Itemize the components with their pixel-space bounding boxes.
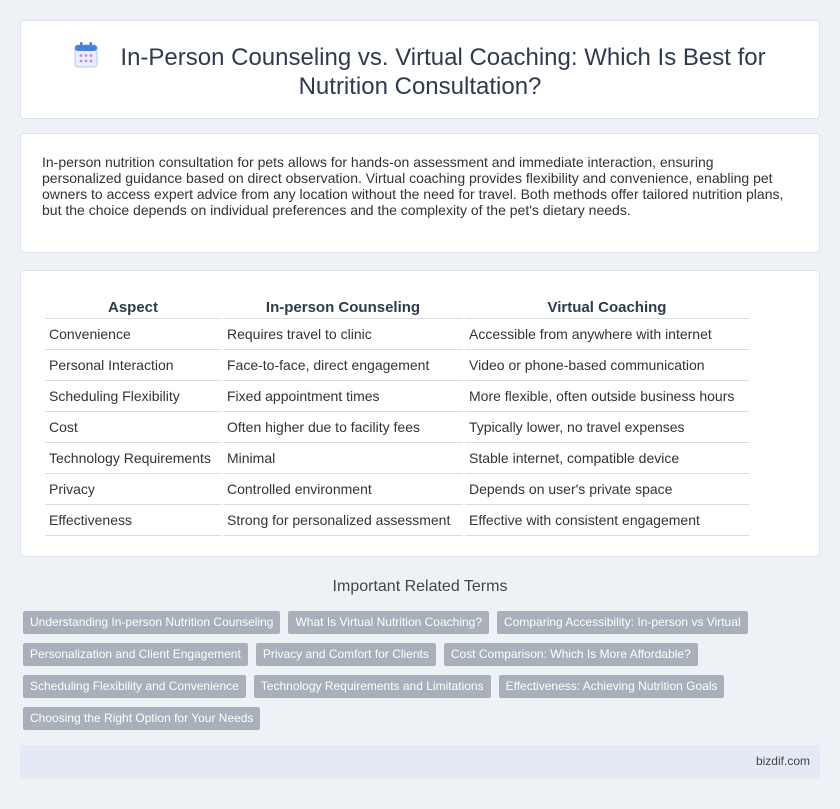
table-cell: Effectiveness <box>45 505 221 536</box>
related-term-tag[interactable]: What Is Virtual Nutrition Coaching? <box>288 611 489 634</box>
table-cell: Depends on user's private space <box>465 474 749 505</box>
related-term-tag[interactable]: Cost Comparison: Which Is More Affordable? <box>444 643 698 666</box>
page-title <box>21 43 819 101</box>
calendar-icon <box>74 42 98 68</box>
table-cell: Personal Interaction <box>45 350 221 381</box>
table-row <box>45 505 749 536</box>
related-term-tag[interactable]: Understanding In-person Nutrition Counseling <box>23 611 280 634</box>
table-row <box>45 350 749 381</box>
table-row <box>45 381 749 412</box>
header-card <box>20 20 820 119</box>
tag-row <box>23 643 783 666</box>
title-line-1: In-Person Counseling vs. Virtual Coaching: Which Is Best for <box>120 44 766 71</box>
table-row <box>45 412 749 443</box>
table-cell: Scheduling Flexibility <box>45 381 221 412</box>
table-cell: Fixed appointment times <box>223 381 463 412</box>
related-term-tag[interactable]: Privacy and Comfort for Clients <box>256 643 436 666</box>
comparison-table <box>43 297 751 536</box>
intro-card <box>20 133 820 253</box>
table-header-row <box>45 297 749 319</box>
header-in-person: In-person Counseling <box>223 297 463 319</box>
table-cell: Stable internet, compatible device <box>465 443 749 474</box>
tag-row <box>23 675 783 698</box>
table-cell: Typically lower, no travel expenses <box>465 412 749 443</box>
related-term-tag[interactable]: Technology Requirements and Limitations <box>254 675 491 698</box>
table-cell: Minimal <box>223 443 463 474</box>
table-cell: Requires travel to clinic <box>223 319 463 350</box>
related-term-tag[interactable]: Choosing the Right Option for Your Needs <box>23 707 260 730</box>
header-aspect: Aspect <box>45 297 221 319</box>
table-cell: Convenience <box>45 319 221 350</box>
table-cell: Cost <box>45 412 221 443</box>
related-terms-list <box>23 611 783 739</box>
comparison-table-card <box>20 270 820 557</box>
table-cell: Face-to-face, direct engagement <box>223 350 463 381</box>
tag-row <box>23 611 783 634</box>
related-term-tag[interactable]: Effectiveness: Achieving Nutrition Goals <box>499 675 725 698</box>
tag-row <box>23 707 783 730</box>
table-cell: Controlled environment <box>223 474 463 505</box>
table-row <box>45 474 749 505</box>
related-term-tag[interactable]: Comparing Accessibility: In-person vs Virtual <box>497 611 748 634</box>
table-cell: Effective with consistent engagement <box>465 505 749 536</box>
related-term-tag[interactable]: Scheduling Flexibility and Convenience <box>23 675 246 698</box>
table-row <box>45 319 749 350</box>
table-cell: Strong for personalized assessment <box>223 505 463 536</box>
related-terms-title: Important Related Terms <box>332 578 508 595</box>
title-line-2: Nutrition Consultation? <box>298 73 542 100</box>
table-cell: Accessible from anywhere with internet <box>465 319 749 350</box>
footer-site-link[interactable]: bizdif.com <box>755 754 810 768</box>
table-cell: Often higher due to facility fees <box>223 412 463 443</box>
footer <box>20 745 820 778</box>
related-term-tag[interactable]: Personalization and Client Engagement <box>23 643 248 666</box>
intro-paragraph: In-person nutrition consultation for pets allows for hands-on assessment and immediate interaction, ensuring personalized guidance based on direct observation. Virtual coaching provides flexibility and convenience, enabling pet owners to access expert advice from any location without the need for travel. Both methods offer tailored nutrition plans, but the choice depends on individual preferences and the complexity of the pet's dietary needs. <box>42 154 784 218</box>
table-cell: Video or phone-based communication <box>465 350 749 381</box>
table-cell: More flexible, often outside business hours <box>465 381 749 412</box>
table-row <box>45 443 749 474</box>
table-cell: Technology Requirements <box>45 443 221 474</box>
header-virtual: Virtual Coaching <box>465 297 749 319</box>
table-cell: Privacy <box>45 474 221 505</box>
